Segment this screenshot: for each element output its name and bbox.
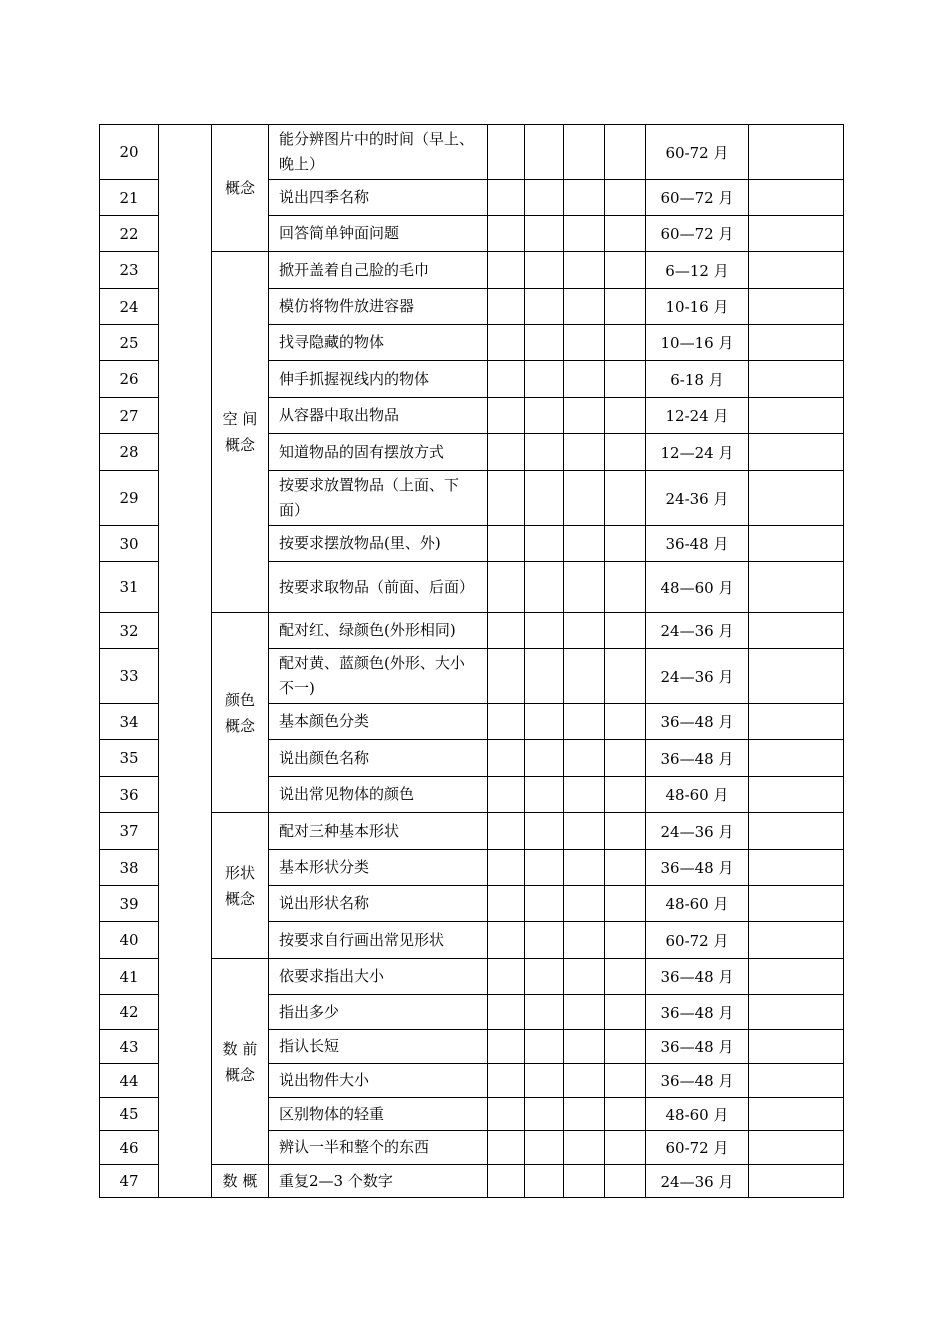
score-cell (525, 813, 564, 850)
score-cell (488, 361, 525, 398)
age-range: 10—16 月 (646, 325, 749, 361)
remark-cell (749, 704, 844, 740)
score-cell (525, 398, 564, 434)
score-cell (605, 995, 646, 1030)
row-number: 40 (100, 922, 159, 959)
category-label: 数 概 (222, 1172, 258, 1190)
score-cell (488, 289, 525, 325)
remark-cell (749, 777, 844, 813)
remark-cell (749, 922, 844, 959)
score-cell (488, 325, 525, 361)
category-label: 空 间 (222, 410, 258, 428)
remark-cell (749, 1098, 844, 1131)
score-cell (605, 562, 646, 613)
score-cell (605, 613, 646, 649)
table-row (100, 125, 844, 180)
age-range: 48-60 月 (646, 1098, 749, 1131)
row-number: 22 (100, 216, 159, 252)
remark-cell (749, 125, 844, 180)
row-number: 27 (100, 398, 159, 434)
score-cell (564, 740, 605, 777)
item-text: 说出物件大小 (269, 1064, 488, 1098)
item-text: 回答简单钟面问题 (269, 216, 488, 252)
remark-cell (749, 361, 844, 398)
remark-cell (749, 959, 844, 995)
item-text: 说出颜色名称 (269, 740, 488, 777)
score-cell (564, 325, 605, 361)
score-cell (564, 995, 605, 1030)
score-cell (605, 252, 646, 289)
score-cell (488, 471, 525, 526)
remark-cell (749, 886, 844, 922)
score-cell (564, 704, 605, 740)
score-cell (488, 1131, 525, 1165)
age-range: 48—60 月 (646, 562, 749, 613)
score-cell (564, 398, 605, 434)
table-row (100, 1165, 844, 1198)
score-cell (564, 922, 605, 959)
score-cell (564, 216, 605, 252)
row-number: 38 (100, 850, 159, 886)
score-cell (525, 740, 564, 777)
remark-cell (749, 562, 844, 613)
item-text: 找寻隐藏的物体 (269, 325, 488, 361)
row-number: 26 (100, 361, 159, 398)
score-cell (525, 471, 564, 526)
score-cell (525, 649, 564, 704)
item-text: 按要求自行画出常见形状 (269, 922, 488, 959)
score-cell (564, 850, 605, 886)
remark-cell (749, 1165, 844, 1198)
item-text: 从容器中取出物品 (269, 398, 488, 434)
score-cell (525, 1030, 564, 1064)
age-range: 36—48 月 (646, 850, 749, 886)
row-number: 47 (100, 1165, 159, 1198)
score-cell (564, 649, 605, 704)
category-label: 颜色 (224, 690, 255, 709)
score-cell (605, 922, 646, 959)
item-text: 按要求放置物品（上面、下面） (269, 471, 488, 526)
score-cell (525, 850, 564, 886)
score-cell (525, 216, 564, 252)
score-cell (488, 649, 525, 704)
row-number: 23 (100, 252, 159, 289)
age-range: 36—48 月 (646, 740, 749, 777)
age-range: 48-60 月 (646, 777, 749, 813)
score-cell (564, 434, 605, 471)
score-cell (605, 777, 646, 813)
row-number: 39 (100, 886, 159, 922)
remark-cell (749, 289, 844, 325)
remark-cell (749, 1131, 844, 1165)
score-cell (564, 1131, 605, 1165)
score-cell (525, 434, 564, 471)
score-cell (488, 1165, 525, 1198)
score-cell (605, 325, 646, 361)
remark-cell (749, 850, 844, 886)
age-range: 24—36 月 (646, 813, 749, 850)
category-label: 概念 (224, 179, 255, 197)
score-cell (564, 886, 605, 922)
row-number: 37 (100, 813, 159, 850)
score-cell (605, 649, 646, 704)
item-text: 按要求取物品（前面、后面） (269, 562, 488, 613)
score-cell (488, 398, 525, 434)
score-cell (564, 562, 605, 613)
score-cell (525, 613, 564, 649)
score-cell (605, 704, 646, 740)
score-cell (564, 471, 605, 526)
row-number: 46 (100, 1131, 159, 1165)
age-range: 24—36 月 (646, 613, 749, 649)
score-cell (605, 125, 646, 180)
remark-cell (749, 1030, 844, 1064)
score-cell (488, 850, 525, 886)
score-cell (564, 526, 605, 562)
category-space-concept (212, 252, 269, 613)
score-cell (488, 704, 525, 740)
item-text: 基本形状分类 (269, 850, 488, 886)
score-cell (488, 886, 525, 922)
age-range: 12—24 月 (646, 434, 749, 471)
score-cell (564, 613, 605, 649)
remark-cell (749, 526, 844, 562)
remark-cell (749, 471, 844, 526)
item-text: 说出四季名称 (269, 180, 488, 216)
age-range: 10-16 月 (646, 289, 749, 325)
row-number: 33 (100, 649, 159, 704)
age-range: 36—48 月 (646, 704, 749, 740)
score-cell (564, 1030, 605, 1064)
item-text: 按要求摆放物品(里、外) (269, 526, 488, 562)
item-text: 依要求指出大小 (269, 959, 488, 995)
score-cell (605, 289, 646, 325)
item-text: 说出常见物体的颜色 (269, 777, 488, 813)
age-range: 6—12 月 (646, 252, 749, 289)
score-cell (488, 1064, 525, 1098)
row-number: 21 (100, 180, 159, 216)
score-cell (605, 471, 646, 526)
row-number: 31 (100, 562, 159, 613)
score-cell (605, 434, 646, 471)
category-shape-concept (212, 813, 269, 959)
row-number: 42 (100, 995, 159, 1030)
row-number: 29 (100, 471, 159, 526)
item-text: 知道物品的固有摆放方式 (269, 434, 488, 471)
score-cell (564, 959, 605, 995)
table-row (100, 959, 844, 995)
remark-cell (749, 813, 844, 850)
remark-cell (749, 649, 844, 704)
score-cell (525, 325, 564, 361)
score-cell (605, 361, 646, 398)
score-cell (605, 216, 646, 252)
item-text: 配对三种基本形状 (269, 813, 488, 850)
item-text: 配对黄、蓝颜色(外形、大小不一) (269, 649, 488, 704)
assessment-table (99, 124, 844, 1198)
category-prenumber-concept (212, 959, 269, 1165)
score-cell (564, 1064, 605, 1098)
score-cell (605, 180, 646, 216)
item-text: 模仿将物件放进容器 (269, 289, 488, 325)
score-cell (564, 1165, 605, 1198)
score-cell (525, 704, 564, 740)
age-range: 60—72 月 (646, 180, 749, 216)
score-cell (488, 1030, 525, 1064)
item-text: 能分辨图片中的时间（早上、晚上） (269, 125, 488, 180)
score-cell (488, 252, 525, 289)
domain-cell (159, 125, 212, 1198)
row-number: 24 (100, 289, 159, 325)
score-cell (488, 740, 525, 777)
score-cell (525, 886, 564, 922)
remark-cell (749, 180, 844, 216)
score-cell (525, 995, 564, 1030)
age-range: 36—48 月 (646, 959, 749, 995)
score-cell (605, 1064, 646, 1098)
age-range: 60-72 月 (646, 125, 749, 180)
score-cell (488, 922, 525, 959)
remark-cell (749, 1064, 844, 1098)
age-range: 60-72 月 (646, 922, 749, 959)
score-cell (488, 526, 525, 562)
item-text: 说出形状名称 (269, 886, 488, 922)
category-label: 概念 (224, 1065, 255, 1084)
score-cell (605, 526, 646, 562)
score-cell (605, 398, 646, 434)
score-cell (525, 1131, 564, 1165)
item-text: 重复2—3 个数字 (269, 1165, 488, 1198)
age-range: 6-18 月 (646, 361, 749, 398)
remark-cell (749, 398, 844, 434)
age-range: 48-60 月 (646, 886, 749, 922)
age-range: 36—48 月 (646, 1064, 749, 1098)
score-cell (488, 125, 525, 180)
score-cell (525, 361, 564, 398)
category-label: 数 前 (222, 1039, 258, 1058)
category-time-concept (212, 125, 269, 252)
item-text: 掀开盖着自己脸的毛巾 (269, 252, 488, 289)
age-range: 36—48 月 (646, 995, 749, 1030)
score-cell (564, 361, 605, 398)
score-cell (605, 1165, 646, 1198)
score-cell (488, 959, 525, 995)
score-cell (525, 1098, 564, 1131)
score-cell (605, 959, 646, 995)
remark-cell (749, 740, 844, 777)
row-number: 35 (100, 740, 159, 777)
score-cell (605, 740, 646, 777)
score-cell (488, 562, 525, 613)
score-cell (605, 1098, 646, 1131)
row-number: 45 (100, 1098, 159, 1131)
score-cell (605, 886, 646, 922)
score-cell (564, 180, 605, 216)
table-row (100, 813, 844, 850)
score-cell (564, 125, 605, 180)
score-cell (525, 777, 564, 813)
row-number: 34 (100, 704, 159, 740)
remark-cell (749, 216, 844, 252)
score-cell (564, 289, 605, 325)
item-text: 辨认一半和整个的东西 (269, 1131, 488, 1165)
row-number: 41 (100, 959, 159, 995)
remark-cell (749, 613, 844, 649)
category-number-concept (212, 1165, 269, 1198)
age-range: 60—72 月 (646, 216, 749, 252)
score-cell (564, 1098, 605, 1131)
score-cell (525, 1064, 564, 1098)
score-cell (564, 252, 605, 289)
remark-cell (749, 252, 844, 289)
age-range: 36—48 月 (646, 1030, 749, 1064)
item-text: 基本颜色分类 (269, 704, 488, 740)
row-number: 36 (100, 777, 159, 813)
row-number: 32 (100, 613, 159, 649)
age-range: 24-36 月 (646, 471, 749, 526)
row-number: 25 (100, 325, 159, 361)
item-text: 指出多少 (269, 995, 488, 1030)
table-row (100, 252, 844, 289)
age-range: 60-72 月 (646, 1131, 749, 1165)
score-cell (525, 252, 564, 289)
score-cell (488, 1098, 525, 1131)
category-label: 概念 (224, 436, 255, 454)
score-cell (488, 434, 525, 471)
item-text: 区别物体的轻重 (269, 1098, 488, 1131)
score-cell (525, 289, 564, 325)
score-cell (525, 959, 564, 995)
row-number: 44 (100, 1064, 159, 1098)
score-cell (525, 125, 564, 180)
remark-cell (749, 995, 844, 1030)
age-range: 24—36 月 (646, 1165, 749, 1198)
item-text: 配对红、绿颜色(外形相同) (269, 613, 488, 649)
score-cell (605, 813, 646, 850)
score-cell (605, 1131, 646, 1165)
category-color-concept (212, 613, 269, 813)
score-cell (488, 180, 525, 216)
row-number: 43 (100, 1030, 159, 1064)
score-cell (525, 1165, 564, 1198)
remark-cell (749, 325, 844, 361)
score-cell (525, 562, 564, 613)
item-text: 指认长短 (269, 1030, 488, 1064)
score-cell (564, 777, 605, 813)
row-number: 28 (100, 434, 159, 471)
item-text: 伸手抓握视线内的物体 (269, 361, 488, 398)
category-label: 概念 (224, 716, 255, 735)
row-number: 20 (100, 125, 159, 180)
row-number: 30 (100, 526, 159, 562)
score-cell (525, 526, 564, 562)
score-cell (488, 995, 525, 1030)
score-cell (525, 180, 564, 216)
score-cell (488, 613, 525, 649)
category-label: 概念 (224, 889, 255, 908)
score-cell (488, 216, 525, 252)
score-cell (525, 922, 564, 959)
remark-cell (749, 434, 844, 471)
age-range: 36-48 月 (646, 526, 749, 562)
category-label: 形状 (224, 863, 255, 882)
score-cell (488, 777, 525, 813)
score-cell (605, 850, 646, 886)
score-cell (564, 813, 605, 850)
score-cell (488, 813, 525, 850)
score-cell (605, 1030, 646, 1064)
table-row (100, 613, 844, 649)
age-range: 24—36 月 (646, 649, 749, 704)
age-range: 12-24 月 (646, 398, 749, 434)
